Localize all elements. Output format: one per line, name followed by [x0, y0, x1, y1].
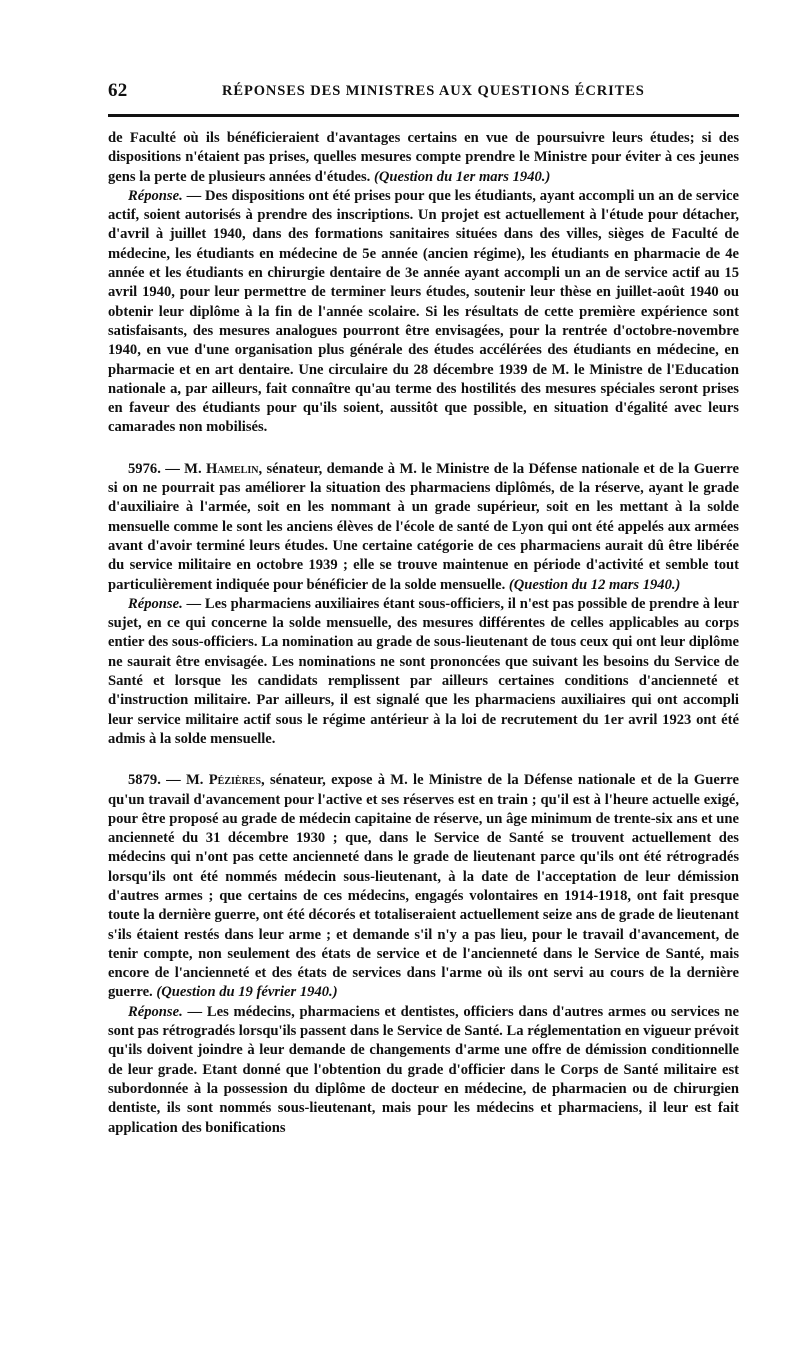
- question-text: , sénateur, demande à M. le Ministre de la Défense nationale et de la Guerre si on ne pourrait pas améliorer la situation des pharmaciens diplômés, de la réserve, ayant le grade d'auxiliaire à l'armée, soit en les nommant à un grade supérieur, soit en les mettant à la solde mensuelle comme le sont les anciens élèves de l'école de santé de Lyon qui ont été appelés aux armées avant d'avoir terminé leurs études. Une certaine catégorie de ces pharmaciens aurait dû être libérée du service militaire en octobre 1939 ; elle se trouve maintenue en période d'activité et semble tout particulièrement indiquée pour bénéficier de la solde mensuelle.: [108, 460, 739, 593]
- question-5879: [108, 771, 739, 1003]
- answer-5879: [108, 1003, 739, 1138]
- running-title: RÉPONSES DES MINISTRES AUX QUESTIONS ÉCRITES: [222, 83, 645, 99]
- section-gap: [108, 438, 739, 460]
- question-5976: [108, 460, 739, 595]
- header-rule: [108, 114, 739, 117]
- answer-label: Réponse.: [128, 1003, 183, 1020]
- answer-5976: [108, 595, 739, 749]
- question-number: 5976. — M.: [128, 460, 206, 477]
- answer-text: — Les médecins, pharmaciens et dentistes, officiers dans d'autres armes ou services ne sont pas rétrogradés lorsqu'ils passent dans le Service de Santé. La réglementation en vigueur prévoit qu'ils doivent joindre à leur demande de changements d'arme une offre de démission conditionnelle de leur grade. Etant donné que l'obtention du grade d'officier dans le Corps de Santé militaire est subordonnée à la possession du diplôme de docteur en médecine, de pharmacien ou de chirurgien dentiste, ils sont nommés sous-lieutenant, mais pour les médecins et pharmaciens, il leur est fait application des bonifications: [108, 1003, 739, 1136]
- question-reference: (Question du 1er mars 1940.): [373, 168, 551, 185]
- question-text: , sénateur, expose à M. le Ministre de la Défense nationale et de la Guerre qu'un travail d'avancement pour l'active et ses réserves est en train ; qu'il est à l'heure actuelle exigé, pour être proposé au grade de médecin capitaine de réserve, un âge minimum de trente-six ans et une ancienneté du 31 décembre 1930 ; que, dans le Service de Santé se trouvent actuellement des médecins qui n'ont pas cette ancienneté dans le grade de lieutenant parce qu'ils ont été rétrogradés lorsqu'ils ont été nommés médecin sous-lieutenant, à la date de l'acceptation de leur démission d'autres armes ; que certains de ces médecins, engagés volontaires en 1914-1918, ont fait presque toute la dernière guerre, ont été décorés et totaliseraient actuellement seize ans de grade de lieutenant s'ils étaient restés dans leur arme ; et demande s'il n'y a pas lieu, pour le travail d'avancement, de tenir compte, non seulement des états de service et de l'ancienneté dans le Service de Santé, mais encore de l'ancienneté et des états de services dans l'arme où ils ont servi au cours de la dernière guerre.: [108, 772, 739, 1001]
- section-gap: [108, 749, 739, 771]
- question-reference: (Question du 12 mars 1940.): [508, 576, 681, 593]
- answer-text: — Des dispositions ont été prises pour que les étudiants, ayant accompli un an de service actif, soient autorisés à prendre des inscriptions. Un projet est actuellement à l'étude pour détacher, d'avril à juillet 1940, dans des formations sanitaires situées dans des villes, sièges de Faculté de médecine, les étudiants en médecine de 5e année (ancien régime), les étudiants en pharmacie de 4e année et les étudiants en chirurgie dentaire de 3e année ayant accompli un an de service actif au 15 avril 1940, pour leur permettre de terminer leurs études, soutenir leur thèse en juillet-août 1940 ou obtenir leur diplôme à la fin de l'année scolaire. Si les résultats de cette première expérience sont satisfaisants, des mesures analogues pourront être envisagées, pour la rentrée d'octobre-novembre 1940, en vue d'une organisation plus générale des études accélérées des étudiants en médecine, en pharmacie et en art dentaire. Une circulaire du 28 décembre 1939 de M. le Ministre de l'Education nationale a, par ailleurs, fait connaître qu'au terme des hostilités des mesures spéciales seront prises en faveur des étudiants pour qu'ils soient, aussitôt que possible, en situation d'égalité avec leurs camarades non mobilisés.: [108, 187, 739, 436]
- answer-text: — Les pharmaciens auxiliaires étant sous-officiers, il n'est pas possible de prendre à leur sujet, en ce qui concerne la solde mensuelle, des mesures différentes de celles applicables au corps entier des sous-officiers. La nomination au grade de sous-lieutenant de tous ceux qui ont leur diplôme ne saurait être envisagée. Les nominations ne sont prononcées que suivant les besoins du Service de Santé et lorsque les candidats remplissent par ailleurs certaines conditions d'ancienneté et d'instruction militaire. Par ailleurs, il est signalé que les pharmaciens auxiliaires qui ont accompli leur service militaire actif sous le régime antérieur à la loi de recrutement du 1er avril 1923 ont été admis à la solde mensuelle.: [108, 595, 739, 747]
- page-header: [108, 80, 738, 104]
- senator-name: Pézières: [208, 772, 262, 789]
- question-continuation: [108, 129, 739, 187]
- page-number: 62: [108, 80, 128, 101]
- question-reference: (Question du 19 février 1940.): [156, 984, 338, 1001]
- answer-label: Réponse.: [128, 187, 183, 204]
- body-text: [108, 129, 739, 1138]
- senator-name: Hamelin: [205, 460, 259, 477]
- question-number: 5879. — M.: [128, 772, 209, 789]
- answer-label: Réponse.: [128, 595, 183, 612]
- answer-paragraph: [108, 187, 739, 438]
- question-text: de Faculté où ils bénéficieraient d'avantages certains en vue de poursuivre leurs études; si des dispositions n'étaient pas prises, quelles mesures compte prendre le Ministre pour éviter à ces jeunes gens la perte de plusieurs années d'études.: [108, 130, 739, 185]
